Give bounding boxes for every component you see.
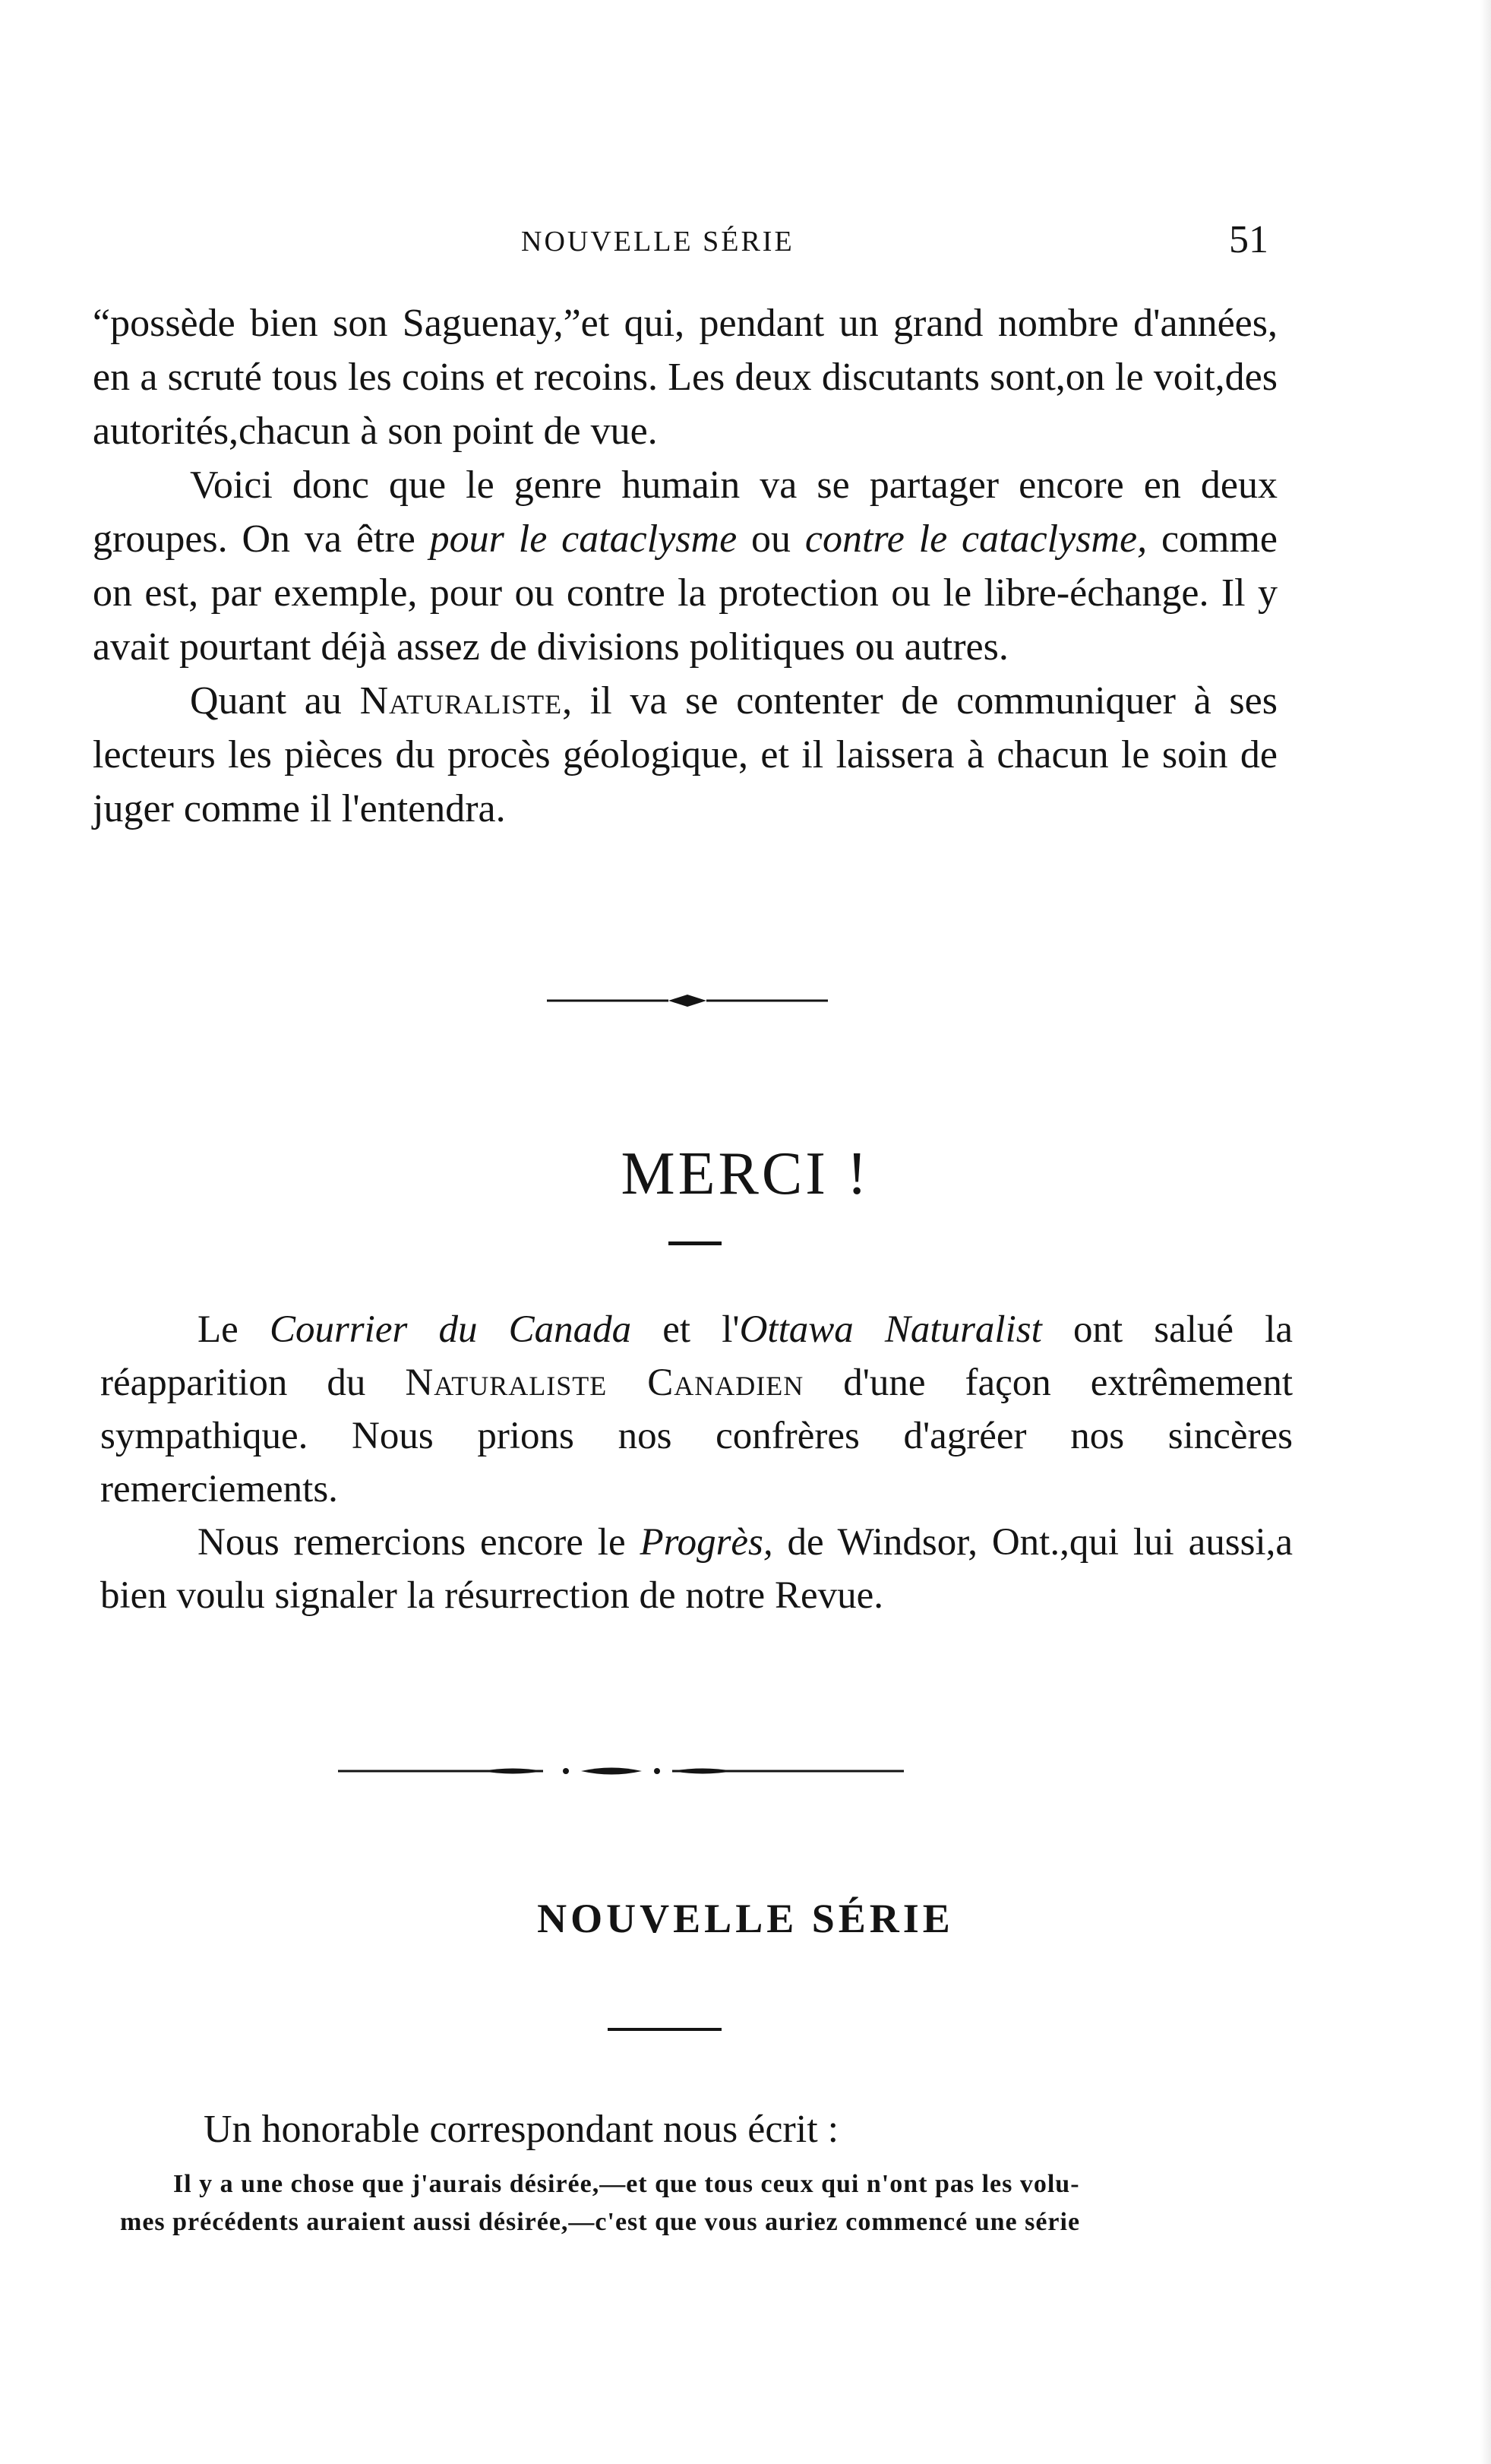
merci-paragraph-1-text-d: d'une façon extrêmement sympathique. Nous prions nos confrères d'agréer nos sincères remerciements. [100,1362,1293,1510]
merci-paragraph-2 [100,1516,1293,1622]
section-merci [100,1303,1293,1622]
running-title: NOUVELLE SÉRIE [521,226,794,258]
merci-dash-divider [668,1241,722,1245]
nouvelle-dash-divider [608,2028,722,2031]
merci-paragraph-1-italic-2: Ottawa Naturalist [739,1308,1042,1351]
page-edge-shadow [1480,0,1491,2464]
paragraph-2-italic-2: contre le cataclysme, [804,517,1148,561]
quote-line-2: mes précédents auraient aussi désirée,—c'est que vous auriez commencé une série [120,2208,1081,2236]
paragraph-1 [93,296,1278,458]
nouvelle-serie-title: NOUVELLE SÉRIE [537,1896,954,1941]
paragraph-1-text: “possède bien son Saguenay,”et qui, pendant un grand nombre d'années, en a scruté tous les coins et recoins. Les deux discutants sont,on le voit,des autorités,chacun à son point de vue. [93,302,1278,453]
diamond-rule-ornament [547,989,828,1012]
ornamental-rule [338,1760,904,1782]
page-number: 51 [1229,218,1268,261]
merci-paragraph-1-smallcaps: Naturaliste Canadien [405,1362,804,1404]
paragraph-3-text-a: Quant au [190,679,360,723]
merci-paragraph-1-text-a: Le [197,1308,270,1351]
paragraph-2-text-a: Voici donc que le genre humain va se partager encore en deux groupes. On va être [93,463,1278,561]
merci-paragraph-1-text-c: ont salué la réapparition du [100,1308,1293,1404]
paragraph-2-text-c: comme on est, par exemple, pour ou contre la protection ou le libre-échange. Il y avait pourtant déjà assez de divisions politiques ou autres. [93,517,1278,669]
paragraph-3 [93,674,1278,836]
correspondent-intro: Un honorable correspondant nous écrit : [204,2108,839,2151]
paragraph-2-text-b: ou [737,517,805,561]
paragraph-2 [93,458,1278,674]
merci-title: MERCI ! [621,1140,870,1207]
merci-paragraph-1-text-b: et l' [631,1308,740,1351]
section-cataclysme [93,296,1278,836]
paragraph-3-text-b: , il va se contenter de communiquer à ses lecteurs les pièces du procès géologique, et il laissera à chacun le soin de juger comme il l'entendra. [93,679,1278,830]
running-header [0,217,1491,263]
merci-paragraph-2-italic: Progrès, [640,1521,773,1564]
correspondent-quote [120,2165,1305,2241]
merci-paragraph-2-text-a: Nous remercions encore le [197,1521,640,1564]
merci-paragraph-1-italic-1: Courrier du Canada [269,1308,632,1351]
quote-line-1: Il y a une chose que j'aurais désirée,—et que tous ceux qui n'ont pas les volu- [173,2170,1080,2198]
merci-paragraph-1 [100,1303,1293,1516]
merci-paragraph-2-text-b: de Windsor, Ont.,qui lui aussi,a bien voulu signaler la résurrection de notre Revue. [100,1521,1293,1617]
paragraph-2-italic-1: pour le cataclysme [429,517,738,561]
paragraph-3-smallcaps: Naturaliste [359,679,563,723]
